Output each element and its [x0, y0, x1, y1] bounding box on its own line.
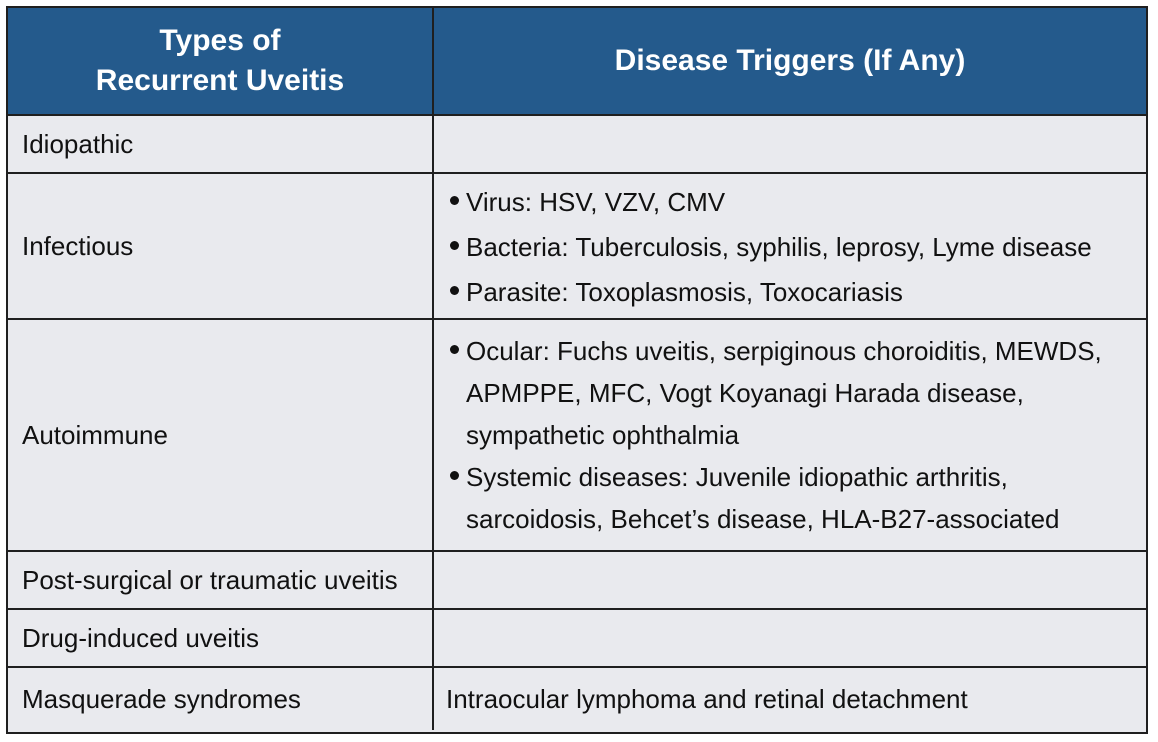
list-item: Bacteria: Tuberculosis, syphilis, leprosy, Lyme disease — [446, 229, 1092, 265]
row-triggers-drug-induced — [434, 610, 1146, 668]
row-type-idiopathic: Idiopathic — [8, 116, 434, 174]
uveitis-table — [6, 6, 1148, 734]
row-triggers-autoimmune — [434, 320, 1146, 552]
infectious-trigger-list — [446, 182, 1092, 310]
bullet-icon — [450, 241, 459, 250]
header-types — [8, 8, 434, 116]
bullet-icon — [450, 471, 459, 480]
header-triggers: Disease Triggers (If Any) — [434, 8, 1146, 116]
bullet-icon — [450, 345, 459, 354]
row-type-drug-induced: Drug-induced uveitis — [8, 610, 434, 668]
row-type-masquerade: Masquerade syndromes — [8, 668, 434, 730]
list-item: Virus: HSV, VZV, CMV — [446, 184, 1092, 220]
bullet-icon — [450, 286, 459, 295]
autoimmune-trigger-list — [446, 330, 1106, 540]
row-type-autoimmune: Autoimmune — [8, 320, 434, 552]
row-triggers-infectious — [434, 174, 1146, 320]
row-triggers-masquerade: Intraocular lymphoma and retinal detachment — [446, 684, 968, 714]
row-type-infectious: Infectious — [8, 174, 434, 320]
row-type-post-surgical: Post-surgical or traumatic uveitis — [8, 552, 434, 610]
bullet-icon — [450, 196, 459, 205]
list-item: Ocular: Fuchs uveitis, serpiginous choroiditis, MEWDS, APMPPE, MFC, Vogt Koyanagi Harada disease, sympathetic ophthalmia — [446, 330, 1106, 456]
list-item: Parasite: Toxoplasmosis, Toxocariasis — [446, 274, 1092, 310]
list-item: Systemic diseases: Juvenile idiopathic arthritis, sarcoidosis, Behcet’s disease, HLA-B27-associated — [446, 456, 1106, 540]
header-types-line2: Recurrent Uveitis — [95, 64, 345, 97]
row-triggers-idiopathic — [434, 116, 1146, 174]
header-types-line1: Types of — [159, 24, 281, 57]
row-triggers-post-surgical — [434, 552, 1146, 610]
